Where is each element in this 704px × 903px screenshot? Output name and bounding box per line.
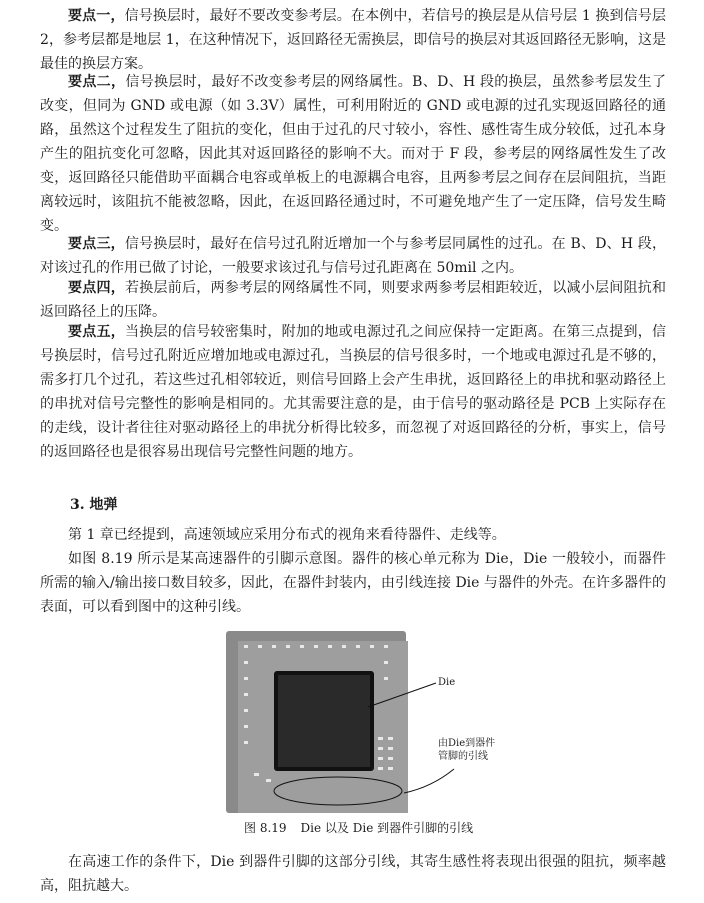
- die-label: Die: [438, 677, 456, 688]
- die-pointer-line: [368, 683, 436, 707]
- point-5-lead: 要点五，: [68, 324, 125, 340]
- section-intro-2: 如图 8.19 所示是某高速器件的引脚示意图。器件的核心单元称为 Die，Die 一般较小，而器件所需的输入/输出接口数目较多，因此，在器件封装内，由引线连接 Die 与器件的外壳。在许多器件的表面，可以看到图中的这种引线。: [40, 551, 666, 615]
- point-2-text: 信号换层时，最好不改变参考层的网络属性。B、D、H 段的换层，虽然参考层发生了改变，但同为 GND 或电源（如 3.3V）属性，可利用附近的 GND 或电源的过孔实现返回路径的通路，虽然这个过程发生了阻抗的变化，但由于过孔的尺寸较小，容性、感性寄生成分较低，过孔本身产生的阻抗变化可忽略，因此其对返回路径的影响不大。而对于 F 段，参考层的网络属性发生了改变，返回路径只能借助平面耦合电容或单板上的电源耦合电容，且两参考层之间存在层间阻抗，当距离较远时，该阻抗不能被忽略，因此，在返回路径通过时，不可避免地产生了一定压降，信号发生畸变。: [40, 74, 667, 234]
- figure-8-19: [218, 625, 520, 815]
- point-3-text: 信号换层时，最好在信号过孔附近增加一个与参考层同属性的过孔。在 B、D、H 段，对该过孔的作用已做了讨论，一般要求该过孔与信号过孔距离在 50mil 之内。: [40, 236, 667, 276]
- closing-paragraph: 在高速工作的条件下，Die 到器件引脚的这部分引线，其寄生感性将表现出很强的阻抗，频率越高，阻抗越大。: [40, 854, 666, 894]
- paragraph-point-3: [40, 232, 666, 280]
- lead-highlight-ellipse: [274, 777, 402, 805]
- caption-text: Die 以及 Die 到器件引脚的引线: [300, 821, 474, 835]
- figure-annotations: [218, 625, 520, 815]
- lead-label: 由Die到器件 管脚的引线: [438, 738, 496, 762]
- section-heading: 3. 地弹: [70, 497, 118, 513]
- point-1-lead: 要点一，: [68, 8, 125, 24]
- paragraph-point-1: [40, 4, 666, 76]
- point-5-text: 当换层的信号较密集时，附加的地或电源过孔之间应保持一定距离。在第三点提到，信号换层时，信号过孔附近应增加地或电源过孔，当换层的信号很多时，一个地或电源过孔是不够的，需多打几个过孔，若这些过孔相邻较近，则信号回路上会产生串扰，返回路径上的串扰和驱动路径上的串扰对信号完整性的影响是相同的。尤其需要注意的是，由于信号的驱动路径是 PCB 上实际存在的走线，设计者往往对驱动路径上的串扰分析得比较多，而忽视了对返回路径的分析，事实上，信号的返回路径也是很容易出现信号完整性问题的地方。: [40, 324, 667, 460]
- paragraph-point-4: [40, 276, 666, 324]
- section-intro-1: 第 1 章已经提到，高速领域应采用分布式的视角来看待器件、走线等。: [68, 527, 506, 543]
- point-3-lead: 要点三，: [68, 236, 125, 252]
- paragraph-point-2: [40, 70, 666, 238]
- point-1-text: 信号换层时，最好不要改变参考层。在本例中，若信号的换层是从信号层 1 换到信号层 2，参考层都是地层 1，在这种情况下，返回路径无需换层，即信号的换层对其返回路径无影响，这是最佳的换层方案。: [40, 8, 666, 72]
- point-4-text: 若换层前后，两参考层的网络属性不同，则要求两参考层相距较近，以减小层间阻抗和返回路径上的压降。: [40, 280, 667, 320]
- point-4-lead: 要点四，: [68, 280, 125, 296]
- caption-number: 图 8.19: [244, 821, 287, 835]
- figure-caption: [244, 820, 473, 836]
- bond-pads: [244, 645, 393, 782]
- point-2-lead: 要点二，: [68, 74, 126, 90]
- paragraph-point-5: [40, 320, 666, 464]
- lead-pointer-line: [404, 769, 454, 793]
